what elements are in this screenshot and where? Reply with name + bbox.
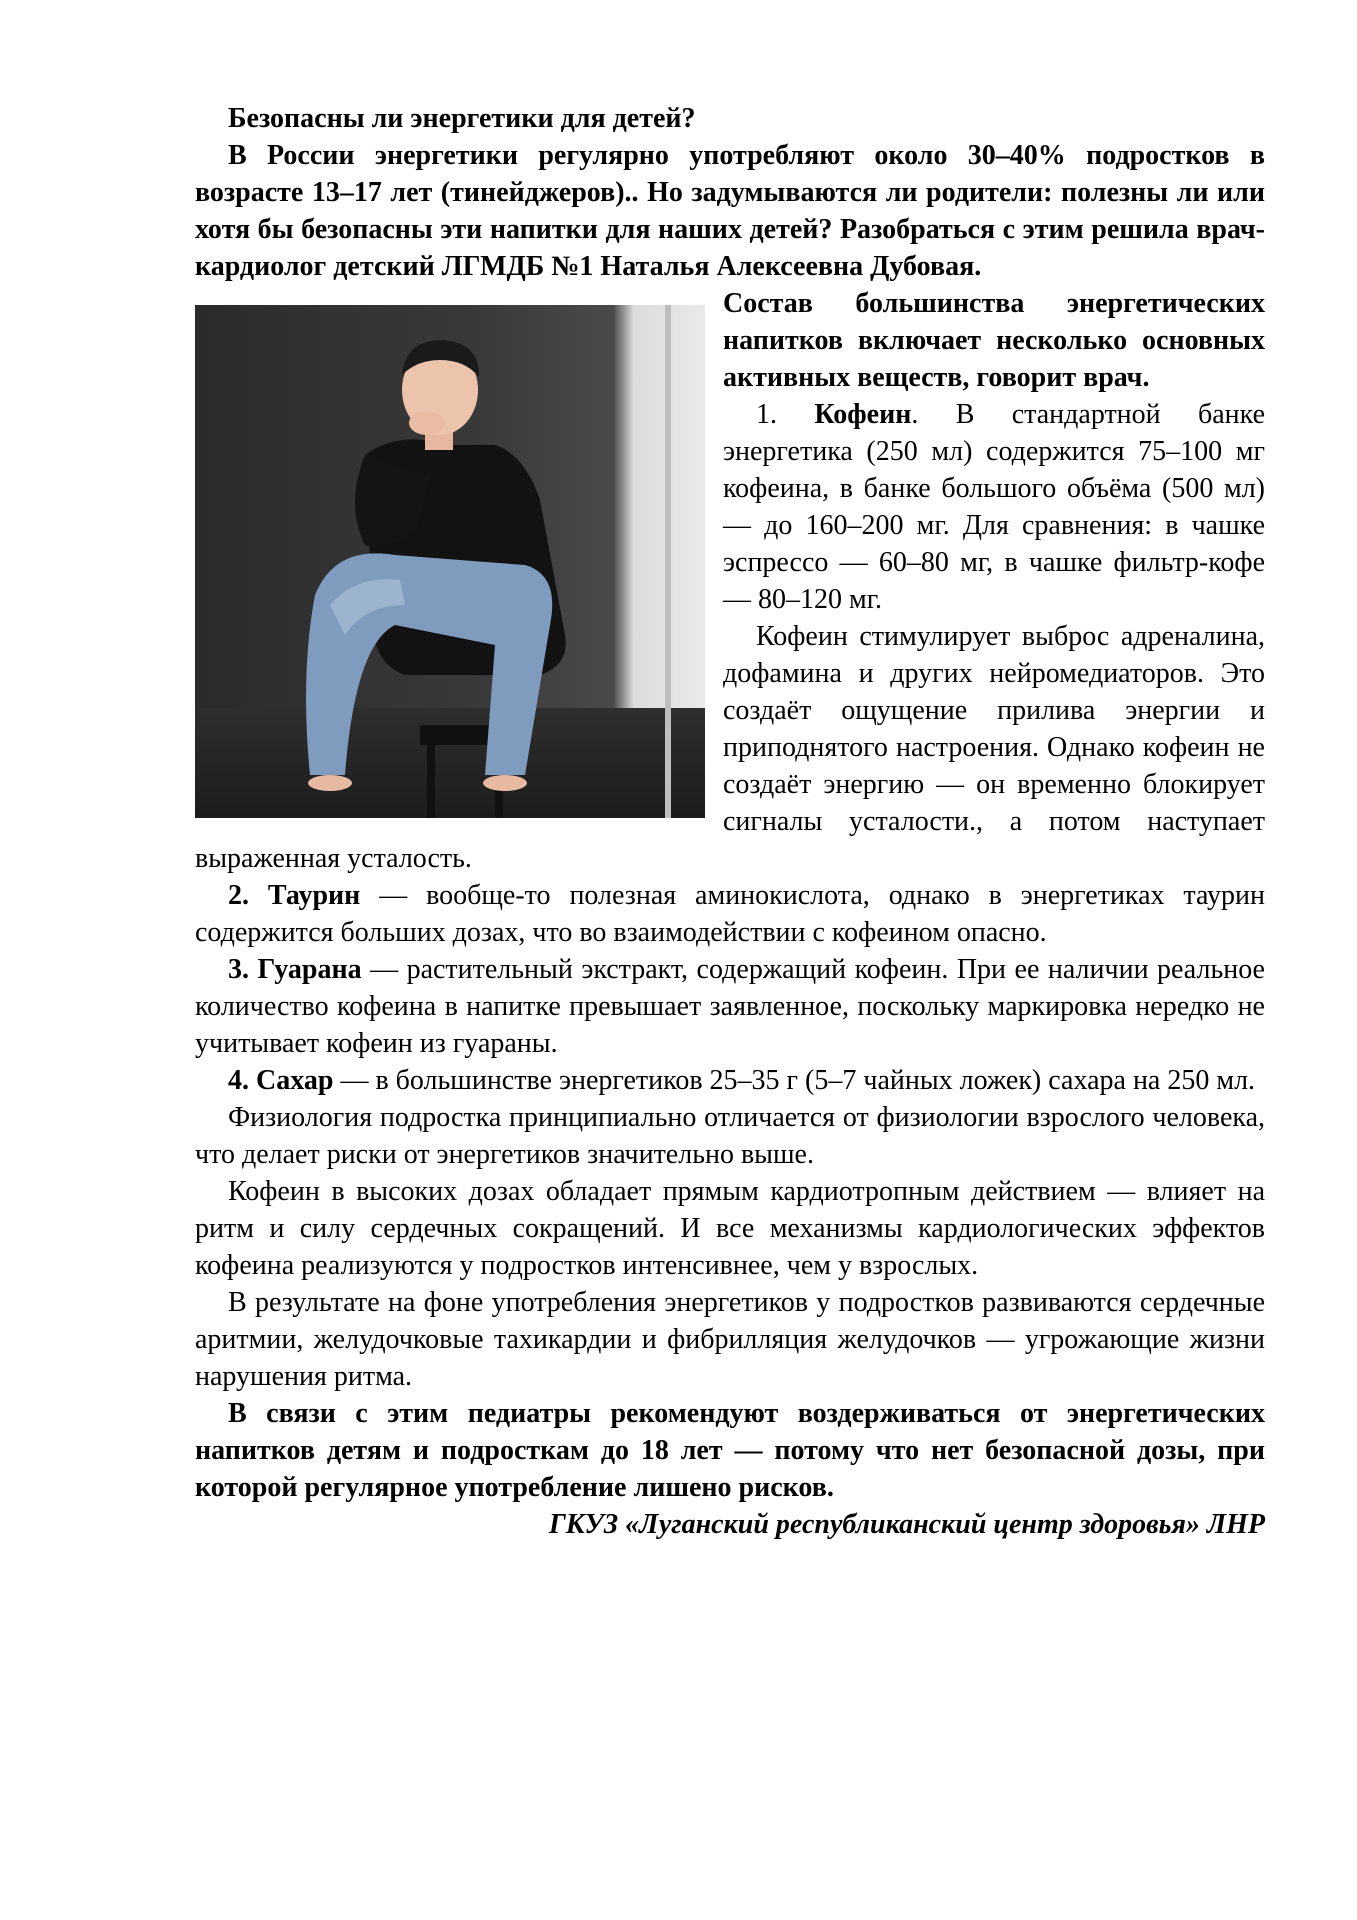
article-title: Безопасны ли энергетики для детей? (228, 103, 696, 134)
sugar-item (195, 1062, 1265, 1099)
result-paragraph: В результате на фоне употребления энергетиков у подростков развиваются сердечные аритмии, желудочковые тахикардии и фибрилляция желудочков — угрожающие жизни нарушения ритма. (195, 1287, 1265, 1392)
caffeine-effect-paragraph: Кофеин стимулирует выброс адреналина, дофамина и других нейромедиаторов. Это создаёт ощущение прилива энергии и приподнятого настроения. Однако кофеин не создаёт энергию — он временно блокирует сигналы усталости., а потом наступает выраженная усталость. (195, 621, 1265, 874)
signature: ГКУЗ «Луганский республиканский центр здоровья» ЛНР (548, 1509, 1265, 1540)
guarana-text: — растительный экстракт, содержащий кофеин. При ее наличии реальное количество кофеина в напитке превышает заявленное, поскольку маркировка нередко не учитывает кофеин из гуараны. (195, 954, 1265, 1059)
document-page (195, 100, 1265, 1543)
doctor-figure-icon (195, 305, 705, 818)
caffeine-number: 1. (756, 399, 777, 430)
caffeine-label: Кофеин (814, 399, 912, 430)
caffeine-text: . В стандартной банке энергетика (250 мл) содержится 75–100 мг кофеина, в банке большого объёма (500 мл) — до 160–200 мг. Для сравнения: в чашке эспрессо — 60–80 мг, в чашке фильтр-кофе — 80–120 мг. (723, 399, 1265, 615)
taurine-text: — вообще-то полезная аминокислота, однако в энергетиках таурин содержится больших дозах, что во взаимодействии с кофеином опасно. (195, 880, 1265, 948)
guarana-label: 3. Гуарана (228, 954, 362, 985)
cardio-paragraph: Кофеин в высоких дозах обладает прямым кардиотропным действием — влияет на ритм и силу сердечных сокращений. И все механизмы кардиологических эффектов кофеина реализуются у подростков интенсивнее, чем у взрослых. (195, 1176, 1265, 1281)
composition-paragraph: Состав большинства энергетических напитков включает несколько основных активных веществ, говорит врач. (723, 288, 1265, 393)
taurine-label: 2. Таурин (228, 880, 361, 911)
physiology-paragraph: Физиология подростка принципиально отличается от физиологии взрослого человека, что делает риски от энергетиков значительно выше. (195, 1102, 1265, 1170)
sugar-label: 4. Сахар (228, 1065, 334, 1096)
doctor-photo (195, 305, 705, 818)
sugar-text: — в большинстве энергетиков 25–35 г (5–7 чайных ложек) сахара на 250 мл. (333, 1065, 1256, 1096)
taurine-item (195, 877, 1265, 951)
intro-paragraph: В России энергетики регулярно употребляют около 30–40% подростков в возрасте 13–17 лет (тинейджеров).. Но задумываются ли родители: полезны ли или хотя бы безопасны эти напитки для наших детей? Разобраться с этим решила врач-кардиолог детский ЛГМДБ №1 Наталья Алексеевна Дубовая. (195, 140, 1265, 282)
conclusion-paragraph: В связи с этим педиатры рекомендуют воздерживаться от энергетических напитков детям и подросткам до 18 лет — потому что нет безопасной дозы, при которой регулярное употребление лишено рисков. (195, 1398, 1265, 1503)
guarana-item (195, 951, 1265, 1062)
